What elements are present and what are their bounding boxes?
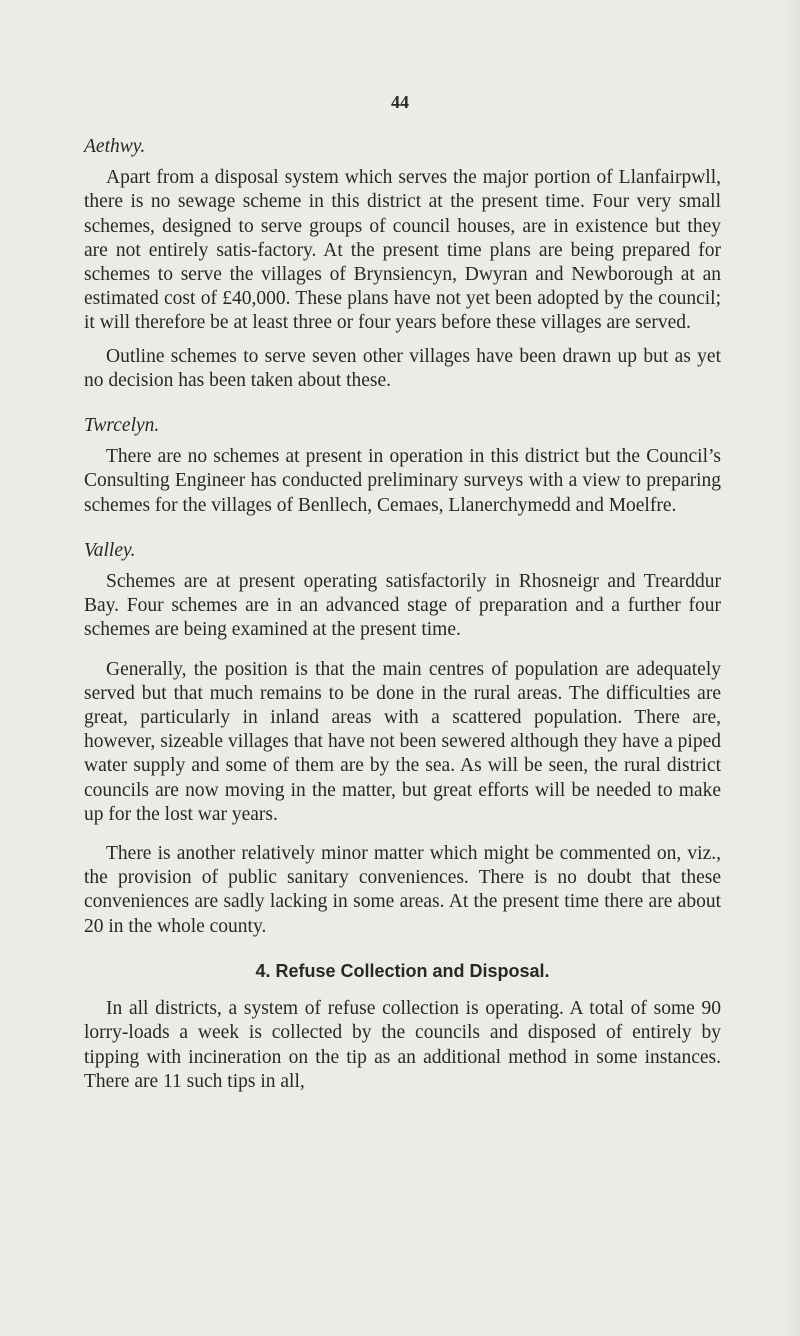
- section-heading: Valley.: [84, 539, 136, 561]
- paragraph: Apart from a disposal system which serves the major portion of Llanfairpwll, there is no sewage scheme in this district at the present time. Four very small schemes, designed to serve groups of council houses, are in existence but they are not entirely satis-factory. At the present time plans are being prepared for schemes to serve the villages of Brynsiencyn, Dwyran and Newborough at an estimated cost of £40,000. These plans have not yet been adopted by the council; it will therefore be at least three or four years before these villages are served.: [84, 167, 721, 334]
- page-number: 44: [391, 92, 409, 112]
- section-twrcelyn: [84, 414, 721, 518]
- page-body: [84, 135, 721, 1103]
- paragraph: Generally, the position is that the main centres of population are adequately served but that much remains to be done in the rural areas. The difficulties are great, particularly in inland areas with a scattered population. There are, however, sizeable villages that have not been sewered although they have a piped water supply and some of them are by the sea. As will be seen, the rural district councils are now moving in the matter, but great efforts will be needed to make up for the lost war years.: [84, 658, 721, 825]
- paragraph: There are no schemes at present in operation in this district but the Council’s Consulting Engineer has conducted preliminary surveys with a view to preparing schemes for the villages of Benllech, Cemaes, Llanerchymedd and Moelfre.: [84, 446, 721, 516]
- section-valley: [84, 539, 721, 939]
- paragraph: Outline schemes to serve seven other villages have been drawn up but as yet no decision has been taken about these.: [84, 345, 721, 391]
- paragraph: In all districts, a system of refuse collection is operating. A total of some 90 lorry-loads a week is collected by the councils and disposed of entirely by tipping with incineration on the tip as an additional method in some instances. There are 11 such tips in all,: [84, 998, 721, 1092]
- section-title-refuse: 4. Refuse Collection and Disposal.: [255, 960, 550, 981]
- page-edge-shadow: [786, 0, 800, 1336]
- section-heading: Aethwy.: [84, 136, 146, 157]
- section-heading: Twrcelyn.: [84, 415, 160, 437]
- paragraph: There is another relatively minor matter which might be commented on, viz., the provision of public sanitary conveniences. There is no doubt that these conveniences are sadly lacking in some areas. At the present time there are about 20 in the whole county.: [84, 843, 721, 937]
- section-aethwy: [84, 135, 721, 393]
- paragraph: Schemes are at present operating satisfactorily in Rhosneigr and Trearddur Bay. Four schemes are in an advanced stage of preparation and a further four schemes are being examined at the present time.: [84, 571, 721, 641]
